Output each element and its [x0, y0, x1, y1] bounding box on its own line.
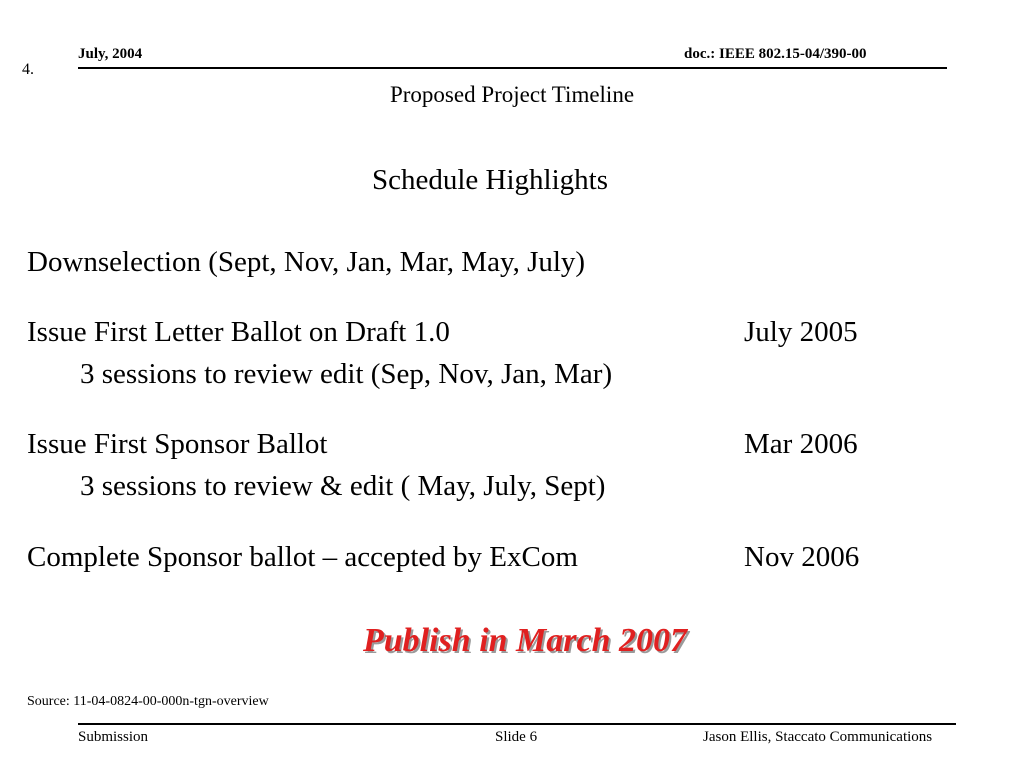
schedule-item-label: Issue First Letter Ballot on Draft 1.0	[27, 316, 450, 348]
schedule-item-label: Downselection (Sept, Nov, Jan, Mar, May, July)	[27, 246, 586, 278]
source-note: Source: 11-04-0824-00-000n-tgn-overview	[27, 694, 269, 709]
schedule-item-date: Mar 2006	[744, 428, 858, 460]
schedule-item-detail: 3 sessions to review & edit ( May, July, Sept)	[80, 470, 606, 502]
slide-title: Schedule Highlights	[371, 164, 608, 196]
header-divider	[78, 67, 947, 69]
slide-subtitle: Proposed Project Timeline	[389, 82, 635, 107]
schedule-item-label: Complete Sponsor ballot – accepted by ExCom	[27, 541, 578, 573]
header-doc-id: doc.: IEEE 802.15-04/390-00	[684, 46, 867, 62]
footer-slide-number: Slide 6	[495, 729, 538, 745]
schedule-item-label: Issue First Sponsor Ballot	[27, 428, 328, 460]
schedule-item-date: Nov 2006	[744, 541, 860, 573]
header-date: July, 2004	[78, 46, 143, 62]
footer-divider	[78, 723, 956, 725]
schedule-item-detail: 3 sessions to review edit (Sep, Nov, Jan, Mar)	[80, 358, 613, 390]
publish-highlight: Publish in March 2007	[362, 622, 688, 659]
footer-author: Jason Ellis, Staccato Communications	[703, 729, 933, 745]
footer-submission: Submission	[78, 729, 149, 745]
slide-marker: 4.	[22, 61, 34, 78]
schedule-item-date: July 2005	[744, 316, 858, 348]
